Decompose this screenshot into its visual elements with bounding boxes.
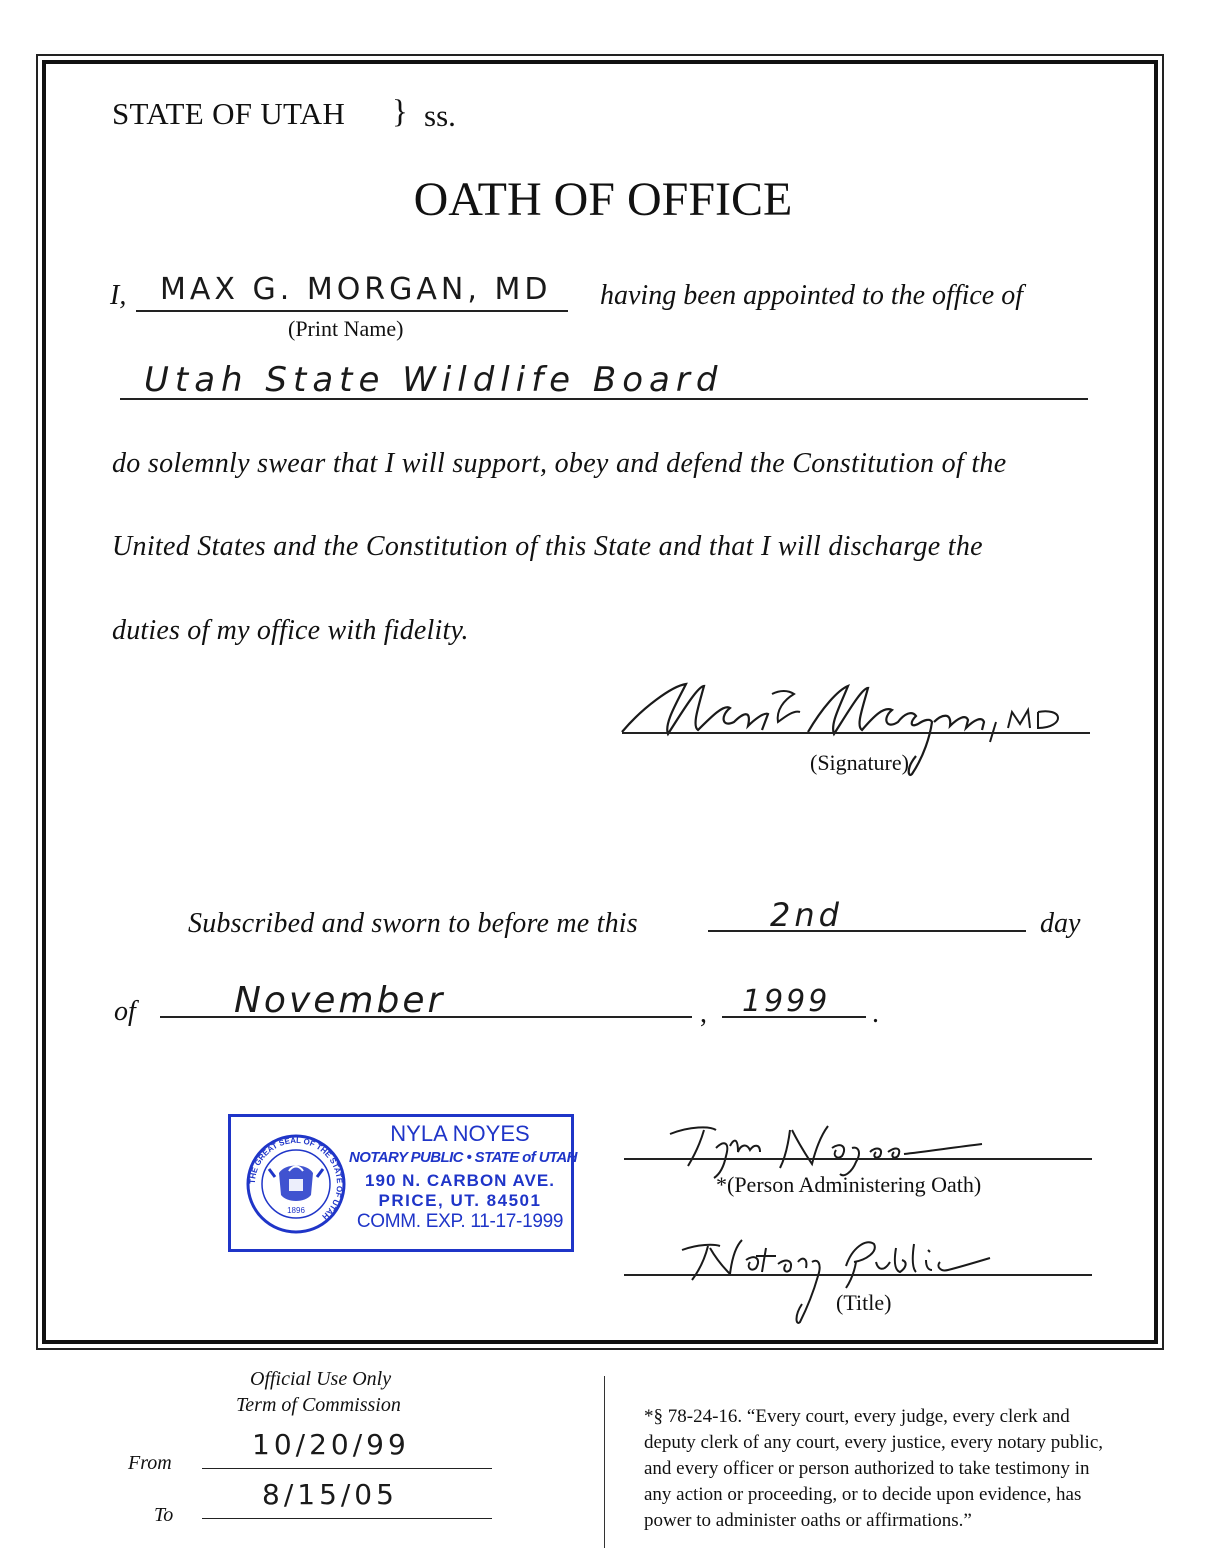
period: . xyxy=(872,998,879,1029)
to-value: 8/15/05 xyxy=(262,1478,398,1511)
print-name-label: (Print Name) xyxy=(288,316,404,341)
appointed-text: having been appointed to the office of xyxy=(600,280,1024,311)
oath-line-1: do solemnly swear that I will support, obey and defend the Constitution of the xyxy=(112,448,1007,479)
title-label: (Title) xyxy=(836,1290,892,1315)
day-line xyxy=(708,930,1026,932)
of-label: of xyxy=(114,996,136,1027)
notary-address: 190 N. CARBON AVE. xyxy=(365,1171,555,1190)
year-line xyxy=(722,1016,866,1018)
notary-stamp xyxy=(228,1114,577,1252)
month-value: November xyxy=(234,980,446,1021)
brace: } xyxy=(392,94,408,130)
administrator-line xyxy=(624,1158,1092,1160)
from-label: From xyxy=(128,1452,172,1474)
notary-title-signature-image xyxy=(670,1226,1010,1336)
day-value: 2nd xyxy=(770,896,843,934)
comma: , xyxy=(700,998,707,1029)
office-line xyxy=(120,398,1088,400)
month-line xyxy=(160,1016,692,1018)
statute-footnote xyxy=(644,1404,1164,1534)
oath-line-2: United States and the Constitution of this State and that I will discharge the xyxy=(112,531,983,562)
signature-label: (Signature) xyxy=(810,750,909,775)
seal-year: 1896 xyxy=(287,1206,305,1215)
statute-line: power to administer oaths or affirmations.” xyxy=(644,1510,972,1531)
print-name-line xyxy=(136,310,568,312)
year-value: 1999 xyxy=(742,984,831,1019)
signature-line xyxy=(622,732,1090,734)
from-value: 10/20/99 xyxy=(252,1428,410,1461)
administrator-label: *(Person Administering Oath) xyxy=(716,1172,982,1197)
print-name-value: MAX G. MORGAN, MD xyxy=(160,272,552,307)
title-line xyxy=(624,1274,1092,1276)
seal-ring-text: THE GREAT SEAL OF THE STATE OF UTAH xyxy=(247,1135,345,1222)
from-line xyxy=(202,1468,492,1469)
notary-city: PRICE, UT. 84501 xyxy=(378,1191,542,1210)
term-of-commission: Term of Commission xyxy=(236,1394,401,1416)
bottom-divider xyxy=(604,1376,605,1548)
oath-line-3: duties of my office with fidelity. xyxy=(112,615,469,646)
statute-line: deputy clerk of any court, every justice, every notary public, xyxy=(644,1432,1103,1453)
state-seal-icon xyxy=(245,1133,347,1235)
day-label: day xyxy=(1040,908,1081,939)
ss-label: ss. xyxy=(424,98,456,133)
office-value: Utah State Wildlife Board xyxy=(144,360,724,400)
official-use-heading: Official Use Only xyxy=(250,1368,392,1390)
document-title: OATH OF OFFICE xyxy=(413,173,793,226)
state-heading: STATE OF UTAH xyxy=(112,96,346,131)
statute-line: *§ 78-24-16. “Every court, every judge, every clerk and xyxy=(644,1406,1070,1427)
sworn-prefix: Subscribed and sworn to before me this xyxy=(188,908,638,939)
statute-line: any action or proceeding, or to decide upon evidence, has xyxy=(644,1484,1082,1505)
notary-name: NYLA NOYES xyxy=(390,1121,530,1146)
statute-line: and every officer or person authorized to take testimony in xyxy=(644,1458,1090,1479)
to-line xyxy=(202,1518,492,1519)
to-label: To xyxy=(154,1504,174,1526)
i-prefix: I, xyxy=(110,280,127,311)
notary-commission: COMM. EXP. 11-17-1999 xyxy=(356,1211,564,1232)
notary-title: NOTARY PUBLIC • STATE of UTAH xyxy=(349,1149,577,1166)
